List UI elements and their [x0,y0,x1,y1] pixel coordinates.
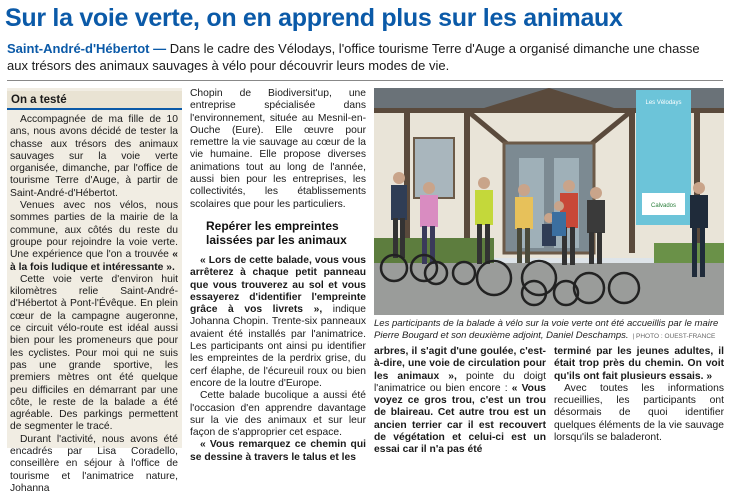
col1-quote: « à la fois ludique et intéressante ». [10,249,178,273]
header-divider [7,80,723,81]
sidebar-box-title: On a testé [7,91,182,110]
lead-place: Saint-André-d'Hébertot — [7,41,167,56]
column-3 [374,346,546,457]
col3-text: pointe du doigt l'animatrice ou bien encore : [374,370,546,394]
photo-caption [374,318,726,343]
col3-quote-2: « Vous voyez ce gros trou, c'est un trou de blaireau. Cet autre trou est un ancien terrier car il est recouvert de végétation et celui-ci est un essai car il n'a pas été [374,382,546,456]
caption-text: Les participants de la balade à vélo sur la voie verte ont été accueillis par le maire Pierre Bougard et son deuxième adjoint, Daniel Deschamps. [374,318,719,341]
col4-paragraph-2: Avec toutes les informations recueillies, les participants ont désormais de quoi identifier quelques éléments de la vie sauvage lorsqu'ils se baladeront. [554,382,724,444]
banner-text-top: Les Vélodays [645,100,682,106]
col1-paragraph-4: Durant l'activité, nous avons été encadrés par Lisa Coradello, conseillère en séjour à l'office de tourisme et l'animatrice nature, Johanna [10,433,178,494]
column-4 [554,346,724,444]
col2-quote-2: « Vous remarquez ce chemin qui se dessine à travers le talus et les [190,439,366,463]
lead-paragraph [7,40,723,74]
col2-quote-1: « Lors de cette balade, vous vous arrêterez à chaque petit panneau que vous trouverez au sol et vous essayerez d'identifier l'empreinte grâce à vos livrets », [190,254,366,316]
col2-paragraph-2-text: indique Johanna Chopin. Trente-six panneaux avaient été installés par l'animatrice. Les participants ont ainsi pu identifier les empreintes de la perdrix grise, du cerf élaphe, de l'écureuil roux ou bien encore de la loutre d'Europe. [190,304,366,389]
column-2 [190,88,366,464]
col2-paragraph-3: Cette balade bucolique a aussi été l'occasion d'en apprendre davantage sur la vie des animaux et sur leur façon de s'approprier cet espace. [190,390,366,439]
headline: Sur la voie verte, on en apprend plus sur les animaux [5,4,623,32]
col1-paragraph-3: Cette voie verte d'environ huit kilomètres relie Saint-André-d'Hébertot à Pont-l'Évêque. En plein cœur de la campagne augeronne, ce circuit vélo-route est idéal aussi bien pour les promeneurs que pour les cyclistes. Pour moi qui ne suis pas une grande sportive, les premiers mètres ont été quelque peu difficiles en démarrant par une côte, le reste de la balade a été agréable. Des parkings permettent de segmenter le tracé. [10,273,178,433]
photo-credit: | PHOTO : OUEST-FRANCE [632,333,716,340]
col2-paragraph-2 [190,255,366,390]
col1-paragraph-1: Accompagnée de ma fille de 10 ans, nous avons décidé de tester la chasse aux trésors des animaux sauvages sur la voie verte organisée, dimanche, par l'office de tourisme Terre d'Auge, à partir de Saint-André-d'Hébertot. [10,114,178,199]
col4-quote: terminé par les jeunes adultes, il était trop près du chemin. On voit qu'ils ont fait plusieurs essais. » [554,346,724,382]
article-photo [374,88,724,315]
subheading: Repérer les empreintes laissées par les animaux [206,218,347,247]
col3-quote-1: arbres, il s'agit d'une goulée, c'est-à-dire, une voie de circulation pour les animaux », [374,346,546,382]
col2-paragraph-4 [190,439,366,464]
col2-paragraph-1: Chopin de Biodiversit'up, une entreprise spécialisée dans l'environnement, située au Mesnil-en-Ouche (Eure). Elle œuvre pour remettre la vie sauvage au cœur de la vie humaine. Elle propose diverses animations tout au long de l'année, aussi bien pour les entreprises, les collectivités, les établissements scolaires que pour les particuliers. [190,88,366,210]
column-1 [10,114,178,495]
col1-paragraph-2 [10,200,178,274]
banner-text-bottom: Calvados [650,203,677,209]
col3-paragraph-1 [374,346,546,457]
lead-text: Dans le cadre des Vélodays, l'office tourisme Terre d'Auge a organisé dimanche une chasse aux trésors des animaux sauvages à vélo pour découvrir leurs modes de vie. [7,41,700,73]
photo-illustration [374,88,724,315]
col4-paragraph-1 [554,346,724,383]
col1-paragraph-2-text: Venues avec nos vélos, nous sommes parties de la mairie de la commune, aux côtés du reste du groupe pour rejoindre la voie verte. Une expérience que l'on a trouvée [10,200,178,261]
